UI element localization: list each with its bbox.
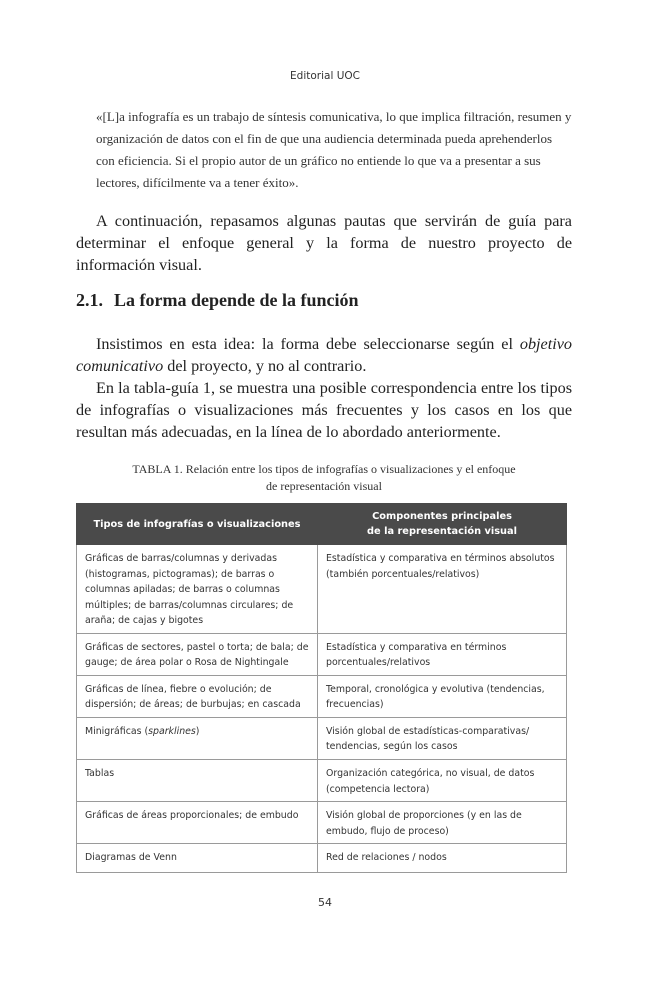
row-type-prefix: Minigráficas ( bbox=[85, 725, 149, 737]
paragraph-text-end: del proyecto, y no al contrario. bbox=[163, 357, 367, 375]
table-caption-line-1: TABLA 1. Relación entre los tipos de infografías o visualizaciones y el enfoque bbox=[132, 462, 516, 476]
table-row bbox=[77, 760, 567, 802]
row-type-cell: Gráficas de áreas proporcionales; de embudo bbox=[77, 802, 318, 844]
row-type-cell: Tablas bbox=[77, 760, 318, 802]
row-component-cell: Estadística y comparativa en términos absolutos (también porcentuales/relativos) bbox=[318, 545, 567, 634]
row-component-cell: Organización categórica, no visual, de datos (competencia lectora) bbox=[318, 760, 567, 802]
section-number: 2.1. bbox=[76, 290, 103, 310]
table-row bbox=[77, 717, 567, 760]
block-quote: «[L]a infografía es un trabajo de síntesis comunicativa, lo que implica filtración, resumen y organización de datos con el fin de que una audiencia determinada pueda aprehenderlos con eficiencia. Si el propio autor de un gráfico no entiende lo que va a presentar a sus lectores, difícilmente va a tener éxito». bbox=[96, 109, 572, 190]
row-type-cell: Gráficas de línea, fiebre o evolución; de dispersión; de áreas; de burbujas; en cascada bbox=[77, 675, 318, 717]
table-header-row bbox=[77, 504, 567, 545]
table-caption-line-2: de representación visual bbox=[266, 479, 382, 493]
table-caption bbox=[76, 461, 572, 495]
row-component-cell: Red de relaciones / nodos bbox=[318, 844, 567, 873]
row-type-suffix: ) bbox=[195, 725, 200, 737]
table-row bbox=[77, 844, 567, 873]
row-type-italic: sparklines bbox=[148, 725, 196, 737]
emphasis-text: objetivo comunicativo bbox=[76, 335, 572, 375]
row-component-cell: Visión global de proporciones (y en las de embudo, flujo de proceso) bbox=[318, 802, 567, 844]
table-row bbox=[77, 545, 567, 634]
header-components-line-1: Componentes principales bbox=[372, 511, 512, 522]
infographics-table bbox=[76, 503, 567, 873]
row-type-cell: Gráficas de barras/columnas y derivadas (histogramas, pictogramas); de barras o columnas apiladas; de barras o columnas múltiples; de barras/columnas circulares; de araña; de cajas y bigotes bbox=[77, 545, 318, 634]
row-component-cell: Estadística y comparativa en términos porcentuales/relativos bbox=[318, 633, 567, 675]
paragraph-text-start: Insistimos en esta idea: la forma debe seleccionarse según el bbox=[96, 335, 520, 353]
row-type-cell: Diagramas de Venn bbox=[77, 844, 318, 873]
section-title: La forma depende de la función bbox=[114, 290, 359, 310]
intro-paragraph: A continuación, repasamos algunas pautas que servirán de guía para determinar el enfoque general y la forma de nuestro proyecto de información visual. bbox=[76, 212, 572, 274]
row-type-cell: Gráficas de sectores, pastel o torta; de bala; de gauge; de área polar o Rosa de Nightingale bbox=[77, 633, 318, 675]
section-heading bbox=[76, 290, 572, 311]
table-row bbox=[77, 675, 567, 717]
header-components-line-2: de la representación visual bbox=[367, 526, 517, 537]
paragraph-table-intro: En la tabla-guía 1, se muestra una posible correspondencia entre los tipos de infografías o visualizaciones más frecuentes y los casos en los que resultan más adecuadas, en la línea de lo abordado anteriormente. bbox=[76, 379, 572, 441]
header-types: Tipos de infografías o visualizaciones bbox=[77, 504, 318, 545]
row-component-cell: Visión global de estadísticas-comparativas/ tendencias, según los casos bbox=[318, 717, 567, 760]
table-row bbox=[77, 802, 567, 844]
running-header: Editorial UOC bbox=[290, 70, 360, 82]
table-row bbox=[77, 633, 567, 675]
paragraph-form-function bbox=[76, 333, 572, 377]
page-number: 54 bbox=[318, 896, 332, 909]
row-component-cell: Temporal, cronológica y evolutiva (tendencias, frecuencias) bbox=[318, 675, 567, 717]
row-type-cell bbox=[77, 717, 318, 760]
header-components bbox=[318, 504, 567, 545]
